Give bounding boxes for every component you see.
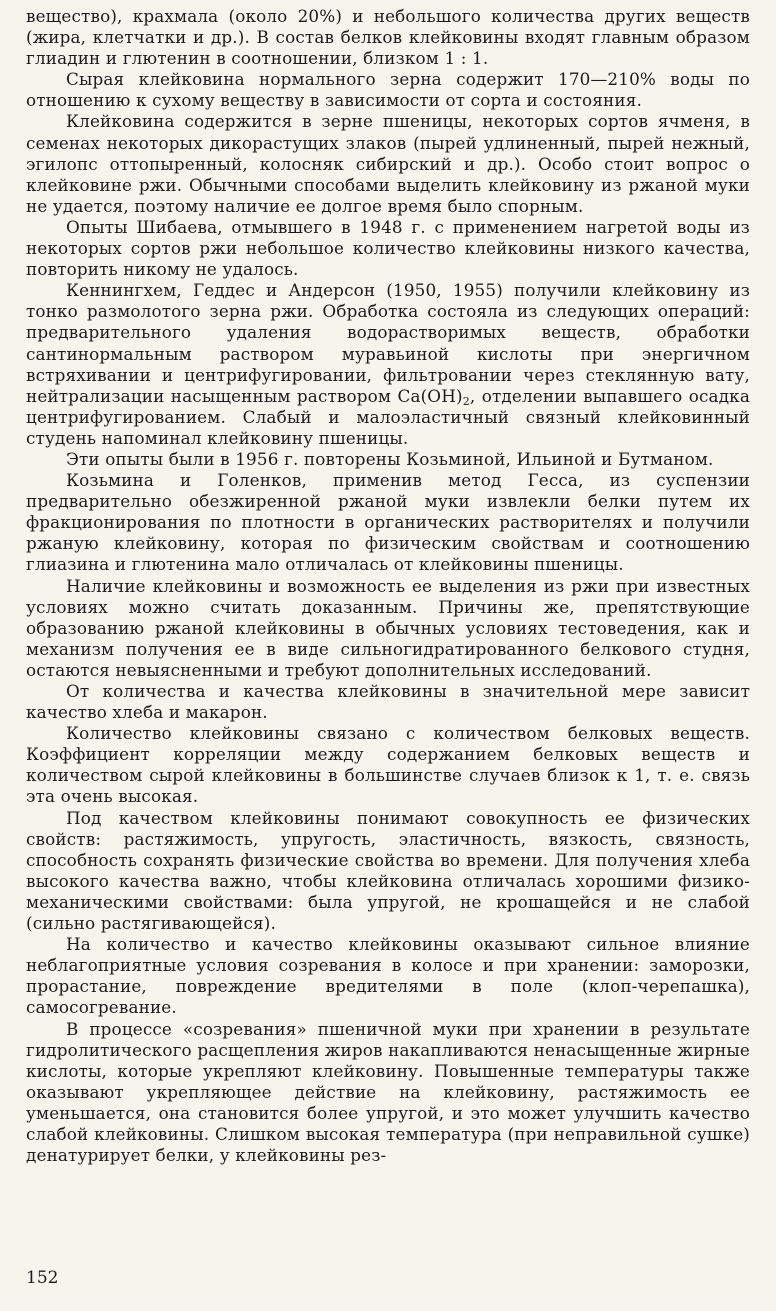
paragraph-2: Сырая клейковина нормального зерна содержит 170—210% воды по отношению к сухому веществу в зависимости от сорта и состояния.	[26, 69, 750, 111]
paragraph-7: Козьмина и Голенков, применив метод Гесса, из суспензии предварительно обезжиренной ржаной муки извлекли белки путем их фракционирования по плотности в органических растворителях и получили ржаную клейковину, которая по физическим свойствам и соотношению глиазина и глютенина мало отличалась от клейковины пшеницы.	[26, 470, 750, 575]
paragraph-8: Наличие клейковины и возможность ее выделения из ржи при известных условиях можно считать доказанным. Причины же, препятствующие образованию ржаной клейковины в обычных условиях тестоведения, как и механизм получения ее в виде сильногидратированного белкового студня, остаются невыясненными и требуют дополнительных исследований.	[26, 575, 750, 680]
paragraph-6: Эти опыты были в 1956 г. повторены Козьминой, Ильиной и Бутманом.	[66, 448, 714, 469]
page-body	[26, 6, 750, 1166]
paragraph-5-text-start: Кеннингхем, Геддес и Андерсон (1950, 1955) получили клейковину из тонко размолотого зерна ржи. Обработка состояла из следующих операций: предварительного удаления водорастворимых веществ, обработки сантинормальным раствором муравьиной кислоты при энергичном встряхивании и центрифугировании, фильтровании через стеклянную вату, нейтрализации насыщенным раствором Ca(OH)	[26, 280, 750, 406]
paragraph-4: Опыты Шибаева, отмывшего в 1948 г. с применением нагретой воды из некоторых сортов ржи небольшое количество клейковины низкого качества, повторить никому не удалось.	[26, 216, 750, 280]
paragraph-12: На количество и качество клейковины оказывают сильное влияние неблагоприятные условия созревания в колосе и при хранении: заморозки, прорастание, повреждение вредителями в поле (клоп-черепашка), самосогревание.	[26, 934, 750, 1018]
paragraph-9: От количества и качества клейковины в значительной мере зависит качество хлеба и макарон.	[26, 681, 750, 723]
paragraph-10: Количество клейковины связано с количеством белковых веществ. Коэффициент корреляции между содержанием белковых веществ и количеством сырой клейковины в большинстве случаев близок к 1, т. е. связь эта очень высокая.	[26, 723, 750, 807]
paragraph-1: вещество), крахмала (около 20%) и небольшого количества других веществ (жира, клетчатки и др.). В состав белков клейковины входят главным образом глиадин и глютенин в соотношении, близком 1 : 1.	[26, 6, 750, 69]
page-number: 152	[26, 1268, 59, 1288]
paragraph-5	[26, 280, 750, 449]
paragraph-5-text-end: , отделении выпавшего осадка центрифугированием. Слабый и малоэластичный связный клейковинный студень напоминал клейковину пшеницы.	[26, 385, 750, 448]
paragraph-13: В процессе «созревания» пшеничной муки при хранении в результате гидролитического расщепления жиров накапливаются ненасыщенные жирные кислоты, которые укрепляют клейковину. Повышенные температуры также оказывают укрепляющее действие на клейковину, растяжимость ее уменьшается, она становится более упругой, и это может улучшить качество слабой клейковины. Слишком высокая температура (при неправильной сушке) денатурирует белки, у клейковины рез-	[26, 1018, 750, 1166]
paragraph-3: Клейковина содержится в зерне пшеницы, некоторых сортов ячменя, в семенах некоторых дикорастущих злаков (пырей удлиненный, пырей нежный, эгилопс оттопыренный, колосняк сибирский и др.). Особо стоит вопрос о клейковине ржи. Обычными способами выделить клейковину из ржаной муки не удается, поэтому наличие ее долгое время было спорным.	[26, 111, 750, 216]
paragraph-11: Под качеством клейковины понимают совокупность ее физических свойств: растяжимость, упругость, эластичность, вязкость, связность, способность сохранять физические свойства во времени. Для получения хлеба высокого качества важно, чтобы клейковина отличалась хорошими физико-механическими свойствами: была упругой, не крошащейся и не слабой (сильно растягивающейся).	[26, 807, 750, 934]
paragraph-5-subscript: 2	[462, 394, 470, 408]
